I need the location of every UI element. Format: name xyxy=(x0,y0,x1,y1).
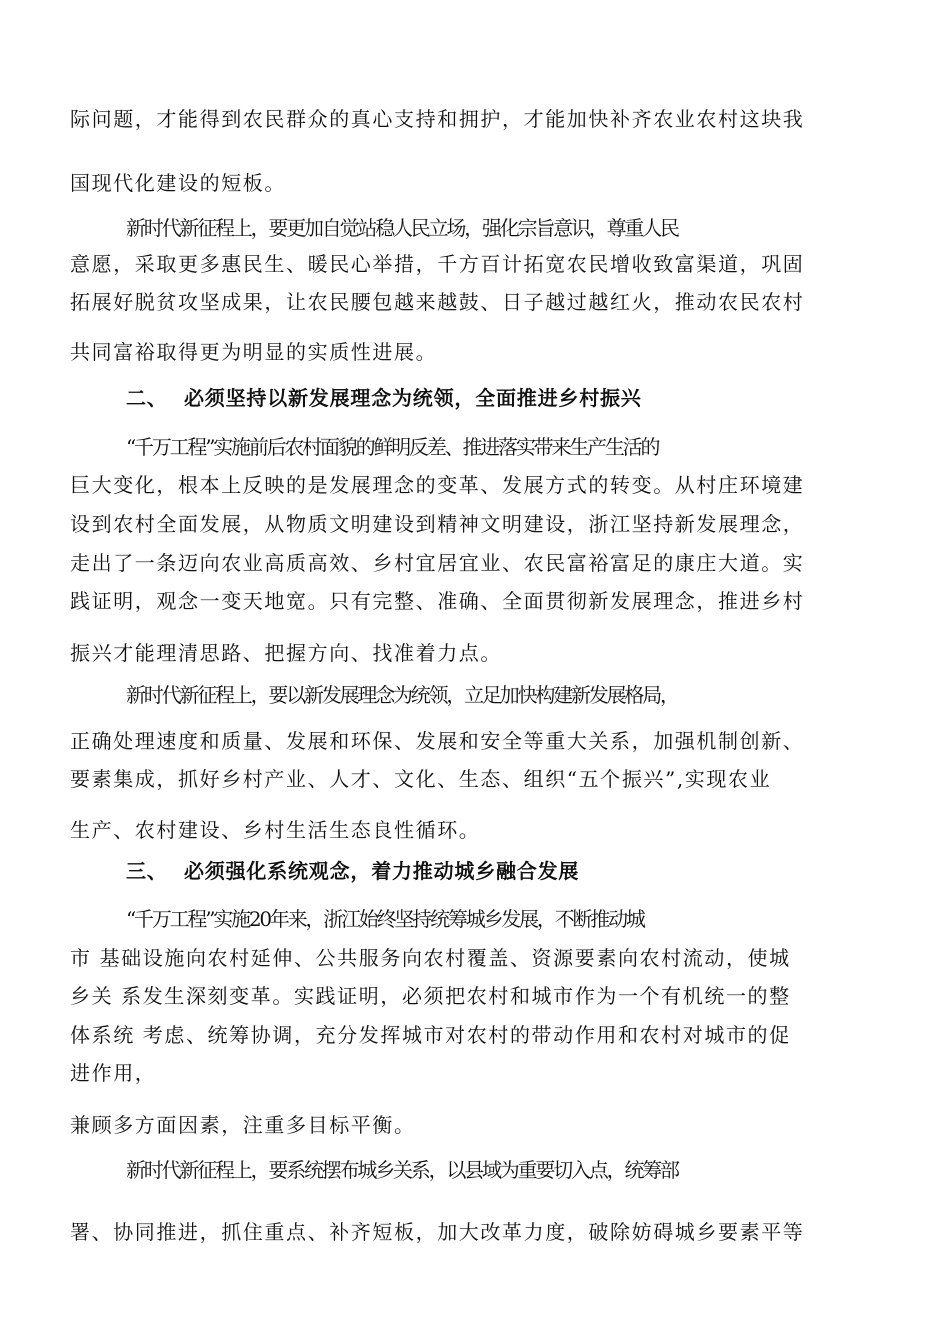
paragraph-line: “千万工程”实施前后农村面貌的鲜明反差、推进落实带来生产生活的 xyxy=(126,435,659,459)
paragraph-line: 共同富裕取得更为明显的实质性进展。 xyxy=(70,340,438,364)
paragraph-line: 新时代新征程上，要系统摆布城乡关系，以县域为重要切入点，统筹部 xyxy=(126,1158,678,1182)
paragraph-line: 正确处理速度和质量、发展和环保、发展和安全等重大关系，加强机制创新、 xyxy=(70,729,805,753)
paragraph-line: 兼顾多方面因素，注重多目标平衡。 xyxy=(70,1113,416,1137)
paragraph-line: 署、协同推进，抓住重点、补齐短板，加大改革力度，破除妨碍城乡要素平等 xyxy=(70,1220,805,1244)
section-title: 必须强化系统观念，着力推动城乡融合发展 xyxy=(184,859,580,883)
section-heading xyxy=(126,857,579,885)
section-number: 三、 xyxy=(126,859,168,883)
section-heading xyxy=(126,384,642,412)
paragraph-line: 走出了一条迈向农业高质高效、乡村宜居宜业、农民富裕富足的康庄大道。实 xyxy=(70,551,805,575)
paragraph-line: 践证明，观念一变天地宽。只有完整、准确、全面贯彻新发展理念，推进乡村 xyxy=(70,589,805,613)
paragraph-line: 乡关 系发生深刻变革。实践证明，必须把农村和城市作为一个有机统一的整 xyxy=(70,984,791,1008)
paragraph-line: 意愿，采取更多惠民生、暖民心举措，千方百计拓宽农民增收致富渠道，巩固 xyxy=(70,252,805,276)
paragraph-line: “千万工程”实施20年来，浙江始终坚持统筹城乡发展，不断推动城 xyxy=(126,907,644,931)
paragraph-line: 新时代新征程上，要以新发展理念为统领，立足加快构建新发展格局， xyxy=(126,683,678,707)
paragraph-line: 巨大变化，根本上反映的是发展理念的变革、发展方式的转变。从村庄环境建 xyxy=(70,473,805,497)
paragraph-line: 体系统 考虑、统筹协调，充分发挥城市对农村的带动作用和农村对城市的促 xyxy=(70,1023,791,1047)
section-title: 必须坚持以新发展理念为统领，全面推进乡村振兴 xyxy=(184,386,642,410)
paragraph-line: 国现代化建设的短板。 xyxy=(70,171,286,195)
paragraph-line: 生产、农村建设、乡村生活生态良性循环。 xyxy=(70,818,481,842)
paragraph-line: 市 基础设施向农村延伸、公共服务向农村覆盖、资源要素向农村流动，使城 xyxy=(70,946,791,970)
section-number: 二、 xyxy=(126,386,168,410)
paragraph-line: 设到农村全面发展，从物质文明建设到精神文明建设，浙江坚持新发展理念， xyxy=(70,512,805,536)
paragraph-line: 际问题，才能得到农民群众的真心支持和拥护，才能加快补齐农业农村这块我 xyxy=(70,107,805,131)
paragraph-line: 进作用， xyxy=(70,1061,157,1085)
paragraph-line: 新时代新征程上，要更加自觉站稳人民立场，强化宗旨意识，尊重人民 xyxy=(126,216,678,240)
paragraph-line: 拓展好脱贫攻坚成果，让农民腰包越来越鼓、日子越过越红火，推动农民农村 xyxy=(70,290,805,314)
paragraph-line: 振兴才能理清思路、把握方向、找准着力点。 xyxy=(70,641,502,665)
paragraph-line: 要素集成，抓好乡村产业、人才、文化、生态、组织“五个振兴”,实现农业 xyxy=(70,767,772,791)
